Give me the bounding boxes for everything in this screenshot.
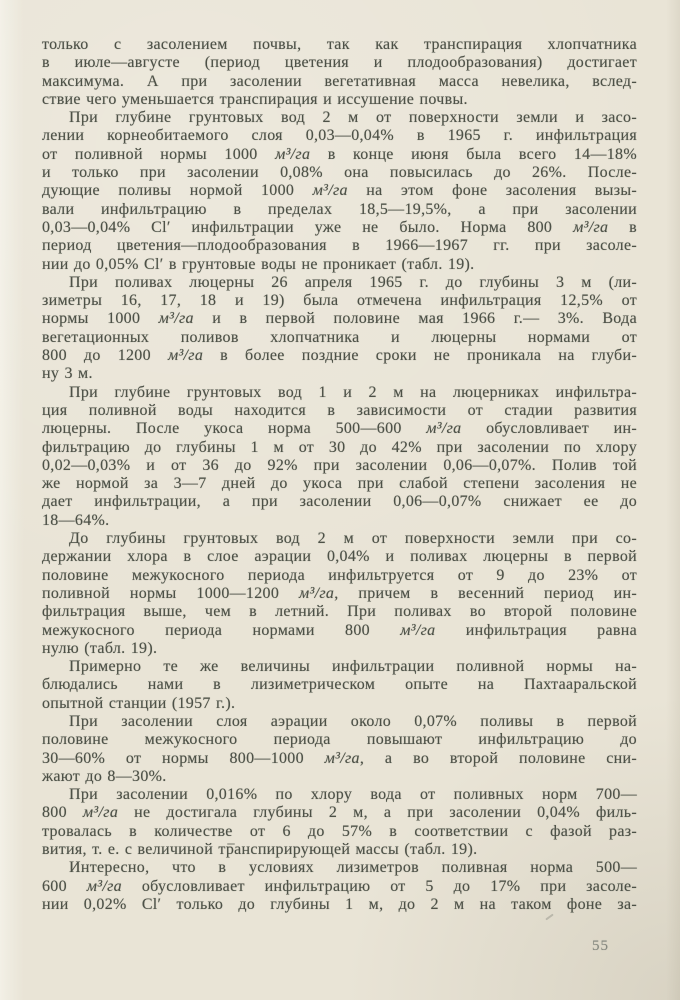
text-line: При глубине грунтовых вод 2 м от поверхности земли и засо-	[69, 109, 637, 127]
text-line: 0,02—0,03% и от 36 до 92% при засолении 0,06—0,07%. Полив той	[42, 456, 637, 474]
text-line: тровалась в количестве от 6 до 57% в соответствии с фазой раз-	[42, 822, 637, 840]
scan-speck	[545, 914, 554, 921]
paragraph	[42, 384, 637, 530]
text-line: же нормой за 3—7 дней до укоса при слабой степени засоления не	[42, 475, 637, 493]
text-line: 18—64%.	[42, 511, 110, 529]
text-line: и только при засолении 0,08% она повысилась до 26%. После-	[42, 164, 637, 182]
text-line: люцерны. После укоса норма 500—600 м³/га обусловливает ин-	[42, 420, 637, 438]
paragraph	[42, 786, 637, 859]
paragraph	[42, 36, 637, 109]
text-line: блюдались нами в лизиметрическом опыте на Пахтааральской	[42, 676, 637, 694]
text-line: фильтрация выше, чем в летний. При поливах во второй половине	[42, 603, 637, 621]
text-line: При глубине грунтовых вод 1 и 2 м на люцерниках инфильтра-	[69, 383, 637, 401]
text-line: только с засолением почвы, так как транспирация хлопчатника	[42, 36, 637, 53]
text-line: от поливной нормы 1000 м³/га в конце июня была всего 14—18%	[42, 145, 637, 163]
text-line: При поливах люцерны 26 апреля 1965 г. до глубины 3 м (ли-	[69, 273, 637, 291]
text-line: При засолении слоя аэрации около 0,07% поливы в первой	[69, 712, 637, 730]
text-line: вегетационных поливов хлопчатника и люцерны нормами от	[42, 328, 637, 346]
text-line: межукосного периода нормами 800 м³/га инфильтрация равна	[42, 621, 637, 639]
text-line: держании хлора в слое аэрации 0,04% и поливах люцерны в первой	[42, 548, 637, 566]
text-line: фильтрацию до глубины 1 м от 30 до 42% при засолении по хлору	[42, 438, 637, 456]
text-line: Интересно, что в условиях лизиметров поливная норма 500—	[69, 859, 637, 877]
text-line: 0,03—0,04% Cl′ инфильтрации уже не было. Норма 800 м³/га в	[42, 218, 638, 236]
text-line: жают до 8—30%.	[42, 767, 167, 785]
paragraph	[42, 713, 637, 786]
text-line: поливной нормы 1000—1200 м³/га, причем в весенний период ин-	[42, 584, 637, 602]
text-line: вали инфильтрацию в пределах 18,5—19,5%, а при засолении	[42, 200, 637, 218]
text-line: максимума. А при засолении вегетативная масса невелика, вслед-	[42, 72, 637, 90]
text-line: половине межукосного периода повышают инфильтрацию до	[42, 731, 637, 749]
text-line: в июле—августе (период цветения и плодообразования) достигает	[42, 54, 637, 72]
text-line: опытной станции (1957 г.).	[42, 694, 236, 712]
paragraph	[42, 859, 637, 914]
paragraph	[42, 274, 637, 384]
paragraph	[42, 530, 637, 658]
text-line: ствие чего уменьшается транспирация и иссушение почвы.	[42, 90, 468, 108]
text-line: лении корнеобитаемого слоя 0,03—0,04% в 1965 г. инфильтрация	[42, 127, 637, 145]
text-line: дает инфильтрации, а при засолении 0,06—0,07% снижает ее до	[42, 493, 637, 511]
text-line: половине межукосного периода инфильтруется от 9 до 23% от	[42, 566, 637, 584]
text-line: нии до 0,05% Cl′ в грунтовые воды не проникает (табл. 19).	[42, 255, 475, 273]
body-text	[42, 36, 637, 914]
text-line: При засолении 0,016% по хлору вода от поливных норм 700—	[69, 786, 637, 804]
text-line: 600 м³/га обусловливает инфильтрацию от 5 до 17% при засоле-	[42, 877, 637, 895]
text-line: дующие поливы нормой 1000 м³/га на этом фоне засоления вызы-	[42, 182, 638, 200]
text-line: 30—60% от нормы 800—1000 м³/га, а во второй половине сни-	[42, 749, 637, 767]
text-line: ция поливной воды находится в зависимости от стадии развития	[42, 401, 637, 419]
text-line: нормы 1000 м³/га и в первой половине мая 1966 г.— 3%. Вода	[42, 310, 637, 328]
text-line: период цветения—плодообразования в 1966—1967 гг. при засоле-	[42, 237, 637, 255]
paragraph	[42, 109, 637, 274]
text-line: До глубины грунтовых вод 2 м от поверхности земли при со-	[69, 530, 637, 548]
text-line: вития, т. е. с величиной транспирирующей массы (табл. 19).	[42, 841, 478, 859]
paragraph	[42, 658, 637, 713]
text-line: 800 до 1200 м³/га в более поздние сроки не проникала на глуби-	[42, 347, 637, 365]
text-line: нии 0,02% Cl′ только до глубины 1 м, до 2 м на таком фоне за-	[42, 895, 637, 913]
text-line: 800 м³/га не достигала глубины 2 м, а при засолении 0,04% филь-	[42, 804, 638, 822]
page-number: 55	[592, 938, 609, 954]
text-line: зиметры 16, 17, 18 и 19) была отмечена инфильтрация 12,5% от	[42, 292, 637, 310]
text-line: ну 3 м.	[42, 365, 93, 383]
text-line: Примерно те же величины инфильтрации поливной нормы на-	[69, 658, 637, 676]
text-line: нулю (табл. 19).	[42, 639, 158, 657]
